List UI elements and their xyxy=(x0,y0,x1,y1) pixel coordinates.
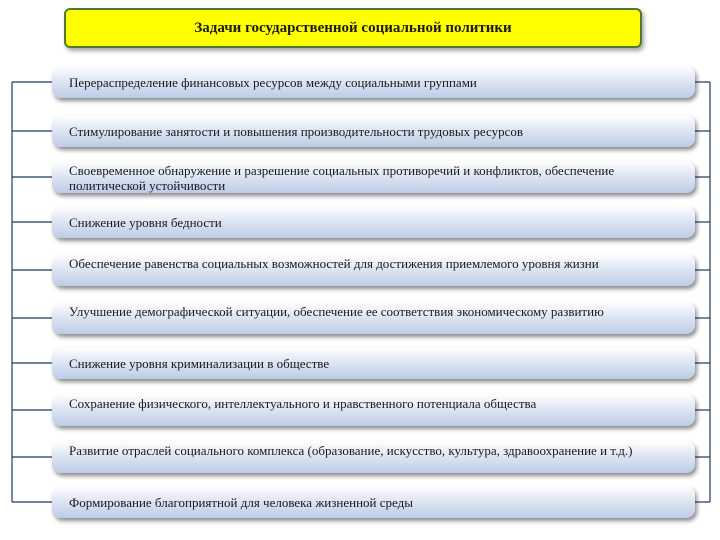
task-item: Снижение уровня бедности xyxy=(52,206,695,238)
task-item: Обеспечение равенства социальных возможностей для достижения приемлемого уровня жизни xyxy=(52,254,695,286)
task-item: Снижение уровня криминализации в обществе xyxy=(52,347,695,379)
task-item: Своевременное обнаружение и разрешение социальных противоречий и конфликтов, обеспечение политической устойчивости xyxy=(52,161,695,193)
diagram-title: Задачи государственной социальной политики xyxy=(64,8,642,48)
task-item: Улучшение демографической ситуации, обеспечение ее соответствия экономическому развитию xyxy=(52,302,695,334)
task-item: Развитие отраслей социального комплекса (образование, искусство, культура, здравоохранение и т.д.) xyxy=(52,441,695,473)
task-item: Стимулирование занятости и повышения производительности трудовых ресурсов xyxy=(52,115,695,147)
task-item: Формирование благоприятной для человека жизненной среды xyxy=(52,486,695,518)
task-item: Перераспределение финансовых ресурсов между социальными группами xyxy=(52,66,695,98)
task-item: Сохранение физического, интеллектуального и нравственного потенциала общества xyxy=(52,394,695,426)
